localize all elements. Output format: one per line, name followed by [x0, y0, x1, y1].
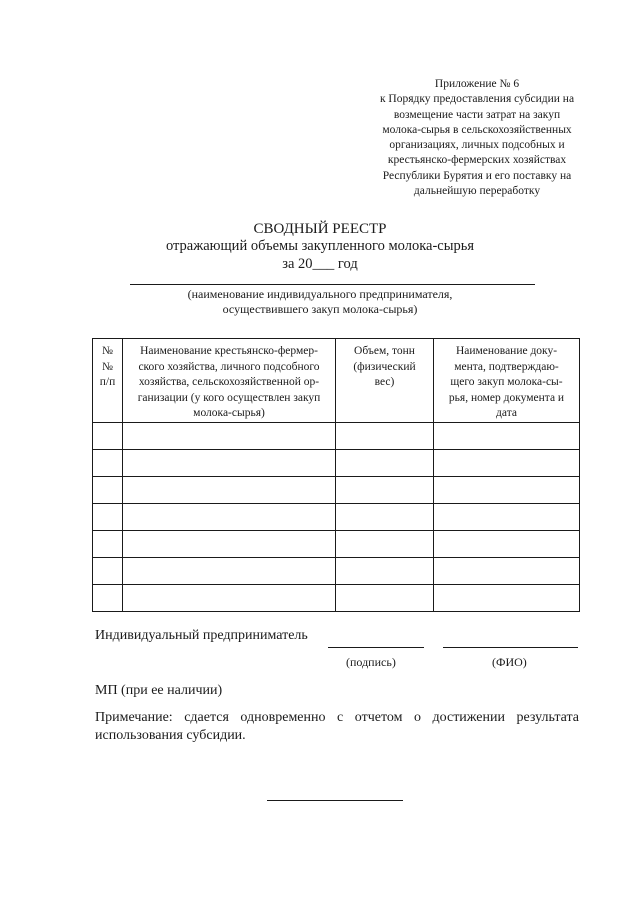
table-cell[interactable] [93, 449, 123, 476]
table-cell[interactable] [434, 449, 580, 476]
table-cell[interactable] [434, 476, 580, 503]
table-row [93, 449, 580, 476]
table-cell[interactable] [434, 422, 580, 449]
table-row [93, 530, 580, 557]
appendix-line: Республики Бурятия и его поставку на [382, 169, 572, 182]
table-cell[interactable] [434, 557, 580, 584]
header-farm-name: Наименование крестьянско-фермер- ского хозяйства, личного подсобного хозяйства, сельскохозяйственной ор- ганизации (у кого осуществлен закуп молока-сырья) [123, 339, 336, 423]
table-cell[interactable] [93, 476, 123, 503]
appendix-line: организациях, личных подсобных и [389, 139, 565, 152]
table-cell[interactable] [93, 503, 123, 530]
signatory-label: Индивидуальный предприниматель [95, 628, 308, 643]
stamp-label: МП (при ее наличии) [95, 683, 223, 698]
document-subtitle: отражающий объемы закупленного молока-сырья [165, 238, 475, 254]
table-cell[interactable] [434, 584, 580, 611]
registry-table [92, 338, 580, 612]
appendix-line: дальнейшую переработку [413, 185, 541, 198]
document-year: за 20___ год [282, 256, 358, 272]
note-text: Примечание: сдается одновременно с отчетом о достижении результата использования субсидии. [95, 710, 579, 743]
table-cell[interactable] [123, 422, 336, 449]
table-body [93, 422, 580, 611]
table-header-row [93, 339, 580, 423]
table-cell[interactable] [93, 422, 123, 449]
entity-name-line[interactable] [130, 284, 535, 285]
table-cell[interactable] [123, 449, 336, 476]
document-title: СВОДНЫЙ РЕЕСТР [253, 221, 387, 237]
table-cell[interactable] [336, 530, 434, 557]
table-row [93, 422, 580, 449]
table-cell[interactable] [336, 557, 434, 584]
appendix-line: к Порядку предоставления субсидии на [379, 93, 575, 106]
full-name-caption: (ФИО) [492, 655, 527, 669]
full-name-line[interactable] [443, 647, 578, 648]
table-cell[interactable] [123, 584, 336, 611]
table-cell[interactable] [336, 503, 434, 530]
table-row [93, 503, 580, 530]
entity-caption-line: осуществившего закуп молока-сырья) [222, 302, 418, 316]
table-cell[interactable] [434, 530, 580, 557]
header-volume: Объем, тонн (физический вес) [336, 339, 434, 423]
table-cell[interactable] [434, 503, 580, 530]
appendix-block [352, 77, 602, 199]
table-cell[interactable] [336, 422, 434, 449]
table-row [93, 584, 580, 611]
signature-line[interactable] [328, 647, 424, 648]
header-number: № № п/п [93, 339, 123, 423]
appendix-line: возмещение части затрат на закуп [393, 108, 561, 121]
table-cell[interactable] [123, 476, 336, 503]
entity-caption-line: (наименование индивидуального предпринимателя, [187, 287, 453, 301]
header-document: Наименование доку- мента, подтверждаю- щего закуп молока-сы- рья, номер документа и дата [434, 339, 580, 423]
table-cell[interactable] [336, 449, 434, 476]
appendix-line: молока-сырья в сельскохозяйственных [382, 123, 572, 136]
entity-caption [0, 287, 640, 317]
table-cell[interactable] [123, 557, 336, 584]
table-row [93, 557, 580, 584]
table-cell[interactable] [93, 530, 123, 557]
table-row [93, 476, 580, 503]
table-cell[interactable] [93, 584, 123, 611]
table-cell[interactable] [93, 557, 123, 584]
table-cell[interactable] [123, 530, 336, 557]
appendix-line: Приложение № 6 [434, 78, 520, 90]
bottom-separator-line [267, 800, 403, 801]
appendix-line: крестьянско-фермерских хозяйствах [387, 154, 567, 167]
table-cell[interactable] [123, 503, 336, 530]
table-cell[interactable] [336, 476, 434, 503]
signature-caption: (подпись) [346, 655, 396, 669]
table-cell[interactable] [336, 584, 434, 611]
